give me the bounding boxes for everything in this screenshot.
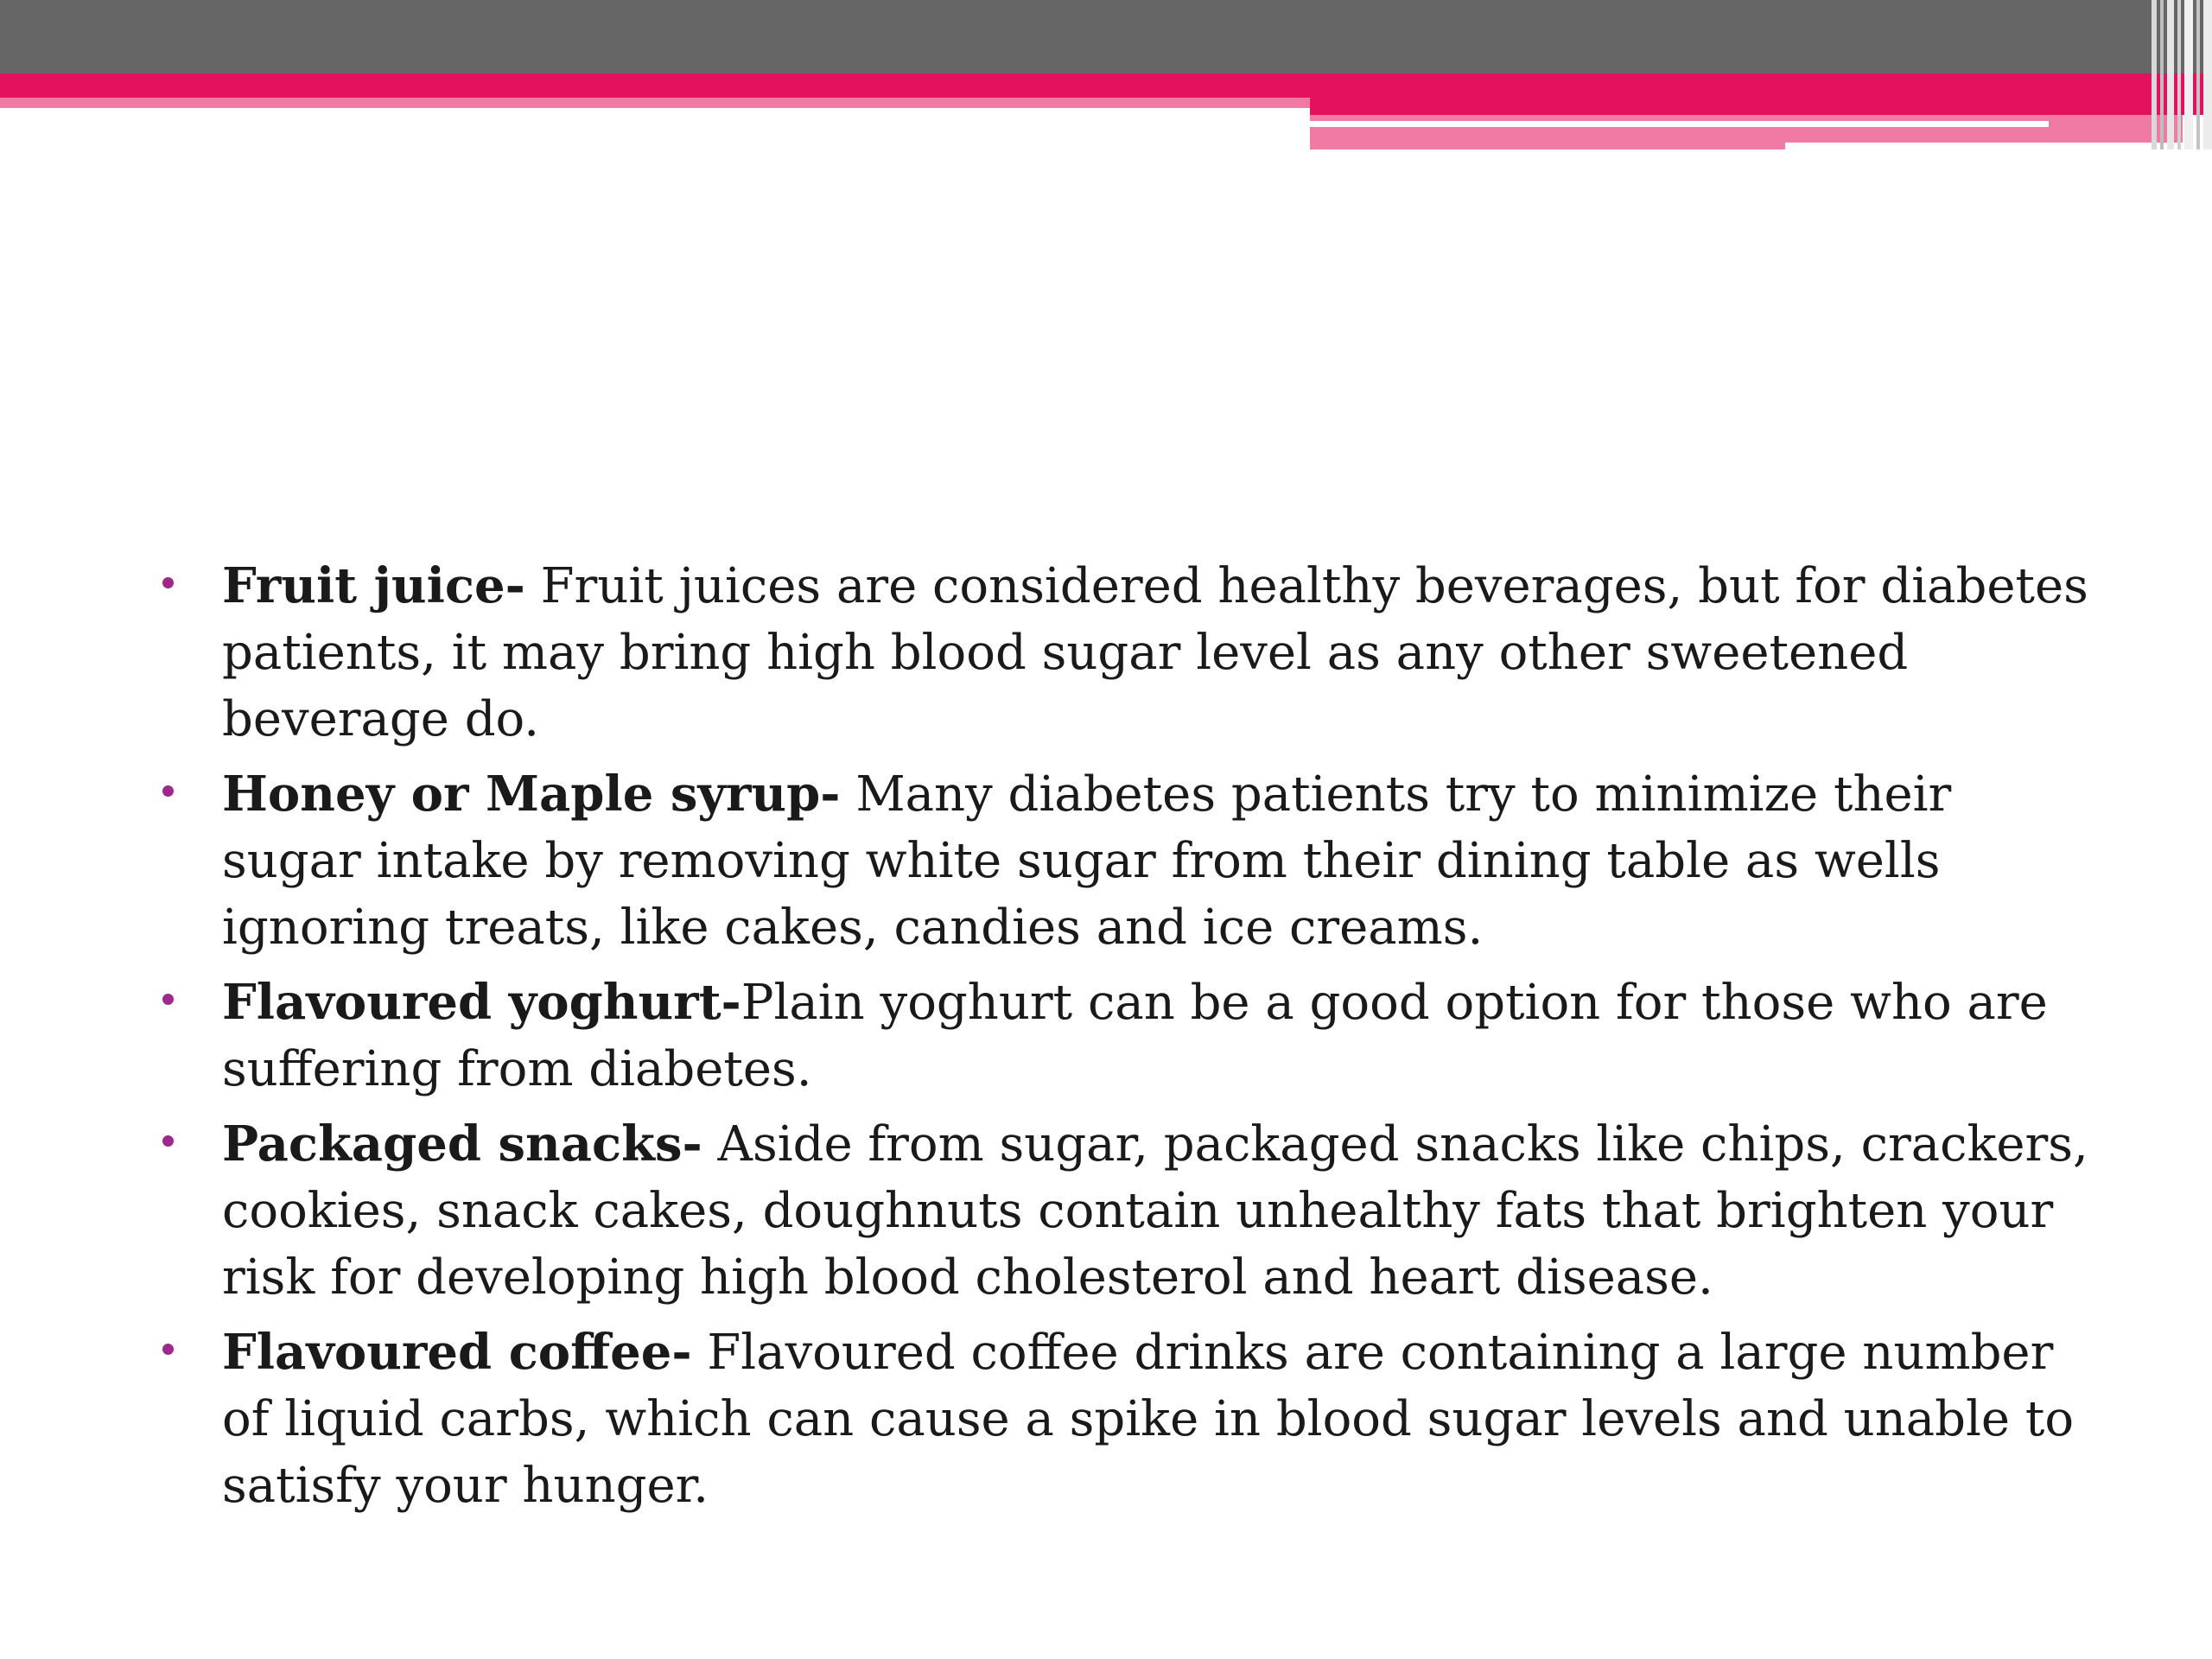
bullet-item-honey-maple-syrup [156, 761, 2100, 961]
bullet-text: Plain yoghurt can be a good option for those who are suffering from diabetes. [222, 975, 2048, 1097]
header-pink-band [0, 73, 2212, 98]
bullet-term: Honey or Maple syrup- [222, 766, 841, 823]
bullet-item-flavoured-yoghurt [156, 969, 2100, 1103]
bullet-dot-icon [162, 785, 174, 797]
content-area [156, 553, 2100, 1528]
bullet-term: Flavoured coffee- [222, 1324, 692, 1381]
header-stripes [2152, 0, 2212, 149]
bullet-item-fruit-juice [156, 553, 2100, 753]
bullet-dot-icon [162, 577, 174, 588]
header-white-gap [1785, 143, 2183, 149]
bullet-item-packaged-snacks [156, 1111, 2100, 1311]
stripe [2160, 0, 2164, 149]
bullet-dot-icon [162, 1344, 174, 1355]
bullet-item-flavoured-coffee [156, 1319, 2100, 1519]
bullet-text: Many diabetes patients try to minimize their sugar intake by removing white sugar from their dining table as wells ignoring treats, like cakes, candies and ice creams. [222, 766, 1952, 956]
header-light-pink-band-left [0, 98, 1310, 108]
bullet-dot-icon [162, 1135, 174, 1147]
bullet-text: Flavoured coffee drinks are containing a large number of liquid carbs, which can cause a spike in blood sugar levels and unable to satisfy your hunger. [222, 1325, 2075, 1514]
stripe [2167, 0, 2174, 149]
stripe [2177, 0, 2181, 149]
header-pink-band-right [1310, 98, 2212, 115]
stripe [2203, 0, 2212, 149]
bullet-text: Aside from sugar, packaged snacks like chips, crackers, cookies, snack cakes, doughnuts contain unhealthy fats that brighten your risk for developing high blood cholesterol and heart disease. [222, 1116, 2088, 1306]
bullet-term: Flavoured yoghurt- [222, 974, 741, 1031]
bullet-text: Fruit juices are considered healthy beverages, but for diabetes patients, it may bring high blood sugar level as any other sweetened beverage do. [222, 558, 2088, 747]
bullet-term: Packaged snacks- [222, 1116, 702, 1173]
bullet-dot-icon [162, 994, 174, 1005]
stripe [2196, 0, 2200, 149]
header-white-line [1310, 121, 2049, 127]
header-gray-band [0, 0, 2212, 73]
bullet-term: Fruit juice- [222, 557, 525, 614]
stripe [2152, 0, 2157, 149]
bullet-list [156, 553, 2100, 1519]
stripe [2184, 0, 2193, 149]
